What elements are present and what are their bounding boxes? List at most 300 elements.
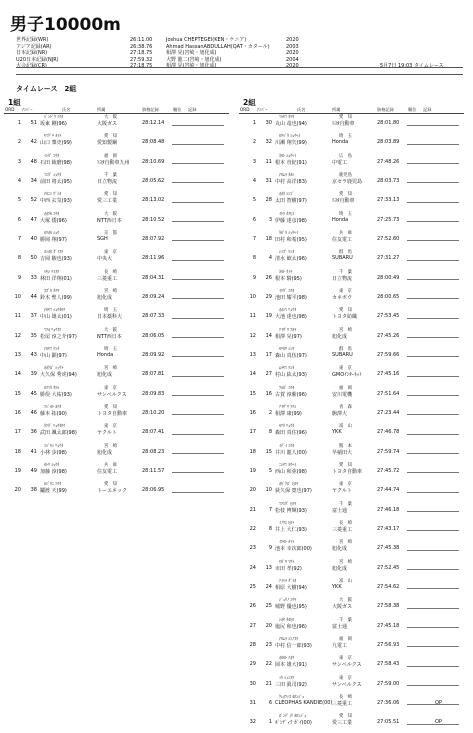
athlete-order: 16 [14,409,21,416]
record-label: 世界記録(WR) [16,37,49,43]
athlete-qualifying-mark: 27:52.45 [377,564,400,571]
athlete-kana: ｵｵｼﾏ ﾘｮｳﾀ [279,307,297,313]
athlete-qualifying-mark: 27:36.06 [377,699,400,706]
athlete-row [4,288,229,307]
athlete-name: 三田 眞司(92) [275,681,307,688]
athlete-kana: ｲﾄｳ ﾀﾂﾋｺ [279,210,295,216]
athlete-bib: 33 [30,274,37,281]
athlete-affiliation: 京セラ鹿児島 [332,178,363,185]
record-holder: 相澤 晃(宮崎・旭化成) [166,50,217,56]
result-blank-line [407,685,459,686]
athlete-qualifying-mark: 28:04.31 [142,274,165,281]
athlete-row [239,694,464,713]
athlete-order: 12 [249,332,256,339]
result-blank-line [172,395,224,396]
group-title: 2組 [243,98,256,107]
athlete-affiliation: ﾄﾖﾀ自動車 [332,198,355,205]
athlete-bib: 23 [265,641,272,648]
athlete-row [4,153,229,172]
athlete-affiliation: ヤクルト [97,430,117,437]
athlete-order: 30 [249,680,256,687]
header-pb: 資格記録 [142,107,159,112]
athlete-order: 21 [249,506,256,513]
athlete-bib: 14 [265,332,272,339]
athlete-qualifying-mark: 28:06.95 [142,487,165,494]
result-blank-line [407,395,459,396]
record-time: 27:59.32 [130,56,153,63]
athlete-name: 松枝 博輝(93) [275,507,307,514]
athlete-order: 6 [252,216,256,223]
result-blank-line [407,202,459,203]
athlete-name: 根本 直紀(91) [275,159,307,166]
athlete-prefecture: 千 葉 [104,172,117,178]
athlete-kana: ﾌｼﾞﾓﾄ ｶﾅﾀ [44,403,62,409]
record-holder: 大野 龍二(宮崎・旭化成) [166,56,222,63]
athlete-kana: ﾅｶﾑﾗ ｼﾝﾉｽｹ [279,635,299,641]
athlete-prefecture: 長 崎 [339,520,352,526]
athlete-order: 14 [249,371,256,378]
athlete-prefecture: 福 岡 [339,636,352,642]
record-label: 日本記録(NR) [16,50,48,56]
athlete-kana: ｵｵﾂｶ ﾕｳｷ [44,210,60,216]
athlete-prefecture: 広 島 [339,153,352,159]
athlete-affiliation: 住友電工 [97,468,118,475]
athlete-row [239,443,464,462]
athlete-kana: ﾅｶﾆｼ ｹﾞﾝｷ [44,191,62,197]
athlete-bib: 2 [268,409,272,416]
athlete-prefecture: 愛 知 [104,192,117,198]
athlete-qualifying-mark: 28:10.69 [142,158,165,165]
athlete-kana: ｶﾂﾏﾀ ﾀｹﾙ [44,384,60,390]
athlete-prefecture: 宮 崎 [104,443,117,449]
athlete-bib: 24 [265,583,272,590]
athlete-qualifying-mark: 27:53.45 [377,313,400,320]
result-blank-line [172,356,224,357]
athlete-prefecture: 宮 崎 [339,540,352,546]
athlete-row [239,172,464,191]
athlete-kana: ﾔｶﾞﾜ ﾏｻﾄ [279,558,295,564]
athlete-qualifying-mark: 28:11.57 [142,467,165,474]
result-blank-line [407,182,459,183]
athlete-order: 29 [249,661,256,668]
result-blank-line [407,298,459,299]
athlete-bib: 19 [265,313,272,320]
athlete-name: 池田 耀平(98) [275,294,307,301]
athlete-order: 11 [249,313,256,320]
athlete-qualifying-mark: 28:07.41 [142,429,165,436]
athlete-qualifying-mark: 27:23.44 [377,409,400,416]
group-2 [239,97,464,733]
athlete-name: 根本 騎(95) [275,275,302,282]
athlete-row [239,501,464,520]
athlete-row [4,385,229,404]
athlete-bib: 18 [265,235,272,242]
athlete-affiliation: YKK [332,429,342,436]
athlete-bib: 46 [30,409,37,416]
athlete-row [4,211,229,230]
athlete-row [239,597,464,616]
athlete-row [4,404,229,423]
athlete-name: 井上 大仁(93) [275,526,307,533]
record-year: 2003 [286,43,299,50]
athlete-name: 西山 和弥(98) [275,468,307,475]
athlete-prefecture: 宮 崎 [339,327,352,333]
athlete-kana: ﾀｶﾞﾀ ｼｭｳﾍｲ [279,229,299,235]
athlete-bib: 3 [268,216,272,223]
athlete-qualifying-mark: 28:00.65 [377,293,400,300]
athlete-qualifying-mark: 27:45.72 [377,467,400,474]
athlete-bib: 1 [268,719,272,726]
athlete-name: 藤本 拓(90) [40,410,67,417]
result-blank-line [407,221,459,222]
athlete-qualifying-mark: 28:05.62 [142,177,165,184]
record-holder: Joshua CHEPTEGEI(KEN・ケニア) [166,37,247,43]
athlete-prefecture: 愛 知 [104,134,117,140]
athlete-prefecture: 長 崎 [104,269,117,275]
athlete-row [239,191,464,210]
athlete-kana: ﾊﾞﾝﾄﾞｳ ﾕｳｷ [44,114,64,119]
athlete-prefecture: 東 京 [104,424,117,430]
records-divider [16,74,463,75]
athlete-bib: 32 [265,139,272,146]
athlete-affiliation: トヨタ自動車 [97,410,128,417]
athlete-name: 丸山 竜也(94) [275,121,307,127]
athlete-affiliation: トヨタ紡織 [332,314,358,321]
athlete-order: 9 [252,274,256,281]
athlete-bib: 52 [30,197,37,204]
result-blank-line [172,240,224,241]
athlete-name: 大池 達也(98) [275,314,307,321]
athlete-qualifying-mark: 27:43.17 [377,525,400,532]
result-blank-line [172,414,224,415]
athlete-row [239,249,464,268]
athlete-bib: 36 [30,429,37,436]
result-blank-line [172,279,224,280]
athlete-row [4,307,229,326]
athlete-order: 8 [252,255,256,262]
athlete-name: 中西 玄気(93) [40,198,72,205]
athlete-order: 27 [249,622,256,629]
athlete-qualifying-mark: 28:08.48 [142,139,165,146]
athlete-affiliation: NTT西日本 [97,333,122,340]
athlete-kana: ｶﾄｳ ｼｮｳﾀ [44,461,60,467]
athlete-affiliation: 三菱重工 [332,526,353,533]
header-rank: 順位 [173,107,182,112]
result-blank-line [407,472,459,473]
athlete-name: 川瀬 翔矢(99) [275,140,307,147]
athlete-order: 7 [252,235,256,242]
athlete-order: 1 [252,120,256,126]
athlete-prefecture: 富 山 [339,424,352,430]
athlete-row [4,462,229,481]
athlete-row [4,191,229,210]
athlete-name: 村山 紘太(93) [275,372,307,379]
athlete-affiliation: 旭化成 [97,449,113,456]
athlete-bib: 43 [30,351,37,358]
athlete-affiliation: SUBARU [332,351,353,358]
athlete-kana: ｸﾚｵﾌｧｽ ｶﾛﾝｼﾞｮ [279,693,305,699]
athlete-name: 山口 稟史(99) [40,140,72,147]
athlete-qualifying-mark: 27:52.60 [377,235,400,242]
athlete-kana: ｲｹﾀﾞ ﾕｳｷ [279,287,295,293]
athlete-prefecture: 愛 知 [339,714,352,720]
athlete-name: 勝岡 翔(97) [40,236,67,243]
athlete-kana: ｱｲﾊﾗ ﾀﾞｲｷ [279,577,297,583]
result-blank-line [407,376,459,377]
athlete-bib: 11 [265,158,272,165]
athlete-row [239,617,464,636]
athlete-bib: 30 [265,120,272,126]
athlete-affiliation: サンベルクス [97,391,127,398]
result-blank-line [172,472,224,473]
athlete-prefecture: 大 阪 [104,211,117,217]
athlete-kana: ﾅｶﾑﾗ ﾀｶｼ [279,171,295,177]
athlete-order: 19 [14,467,21,474]
athlete-order: 8 [17,255,21,262]
athlete-qualifying-mark: 27:56.93 [377,641,400,648]
athlete-row [239,230,464,249]
athlete-affiliation: 安川電機 [332,391,353,398]
result-blank-line [407,511,459,512]
athlete-qualifying-mark: 28:00.49 [377,274,400,281]
result-blank-line [407,414,459,415]
athlete-affiliation: SUBARU [332,255,353,262]
athlete-row [239,539,464,558]
athlete-affiliation: 大阪ガス [332,604,353,611]
athlete-kana: ﾏｴﾀﾞ ｼｮｳﾀ [44,171,62,177]
header-aff: 所属 [332,107,341,112]
athlete-kana: ﾏﾂｵ ﾘｮｳｽｹ [44,326,62,332]
athlete-order: 20 [14,487,21,494]
athlete-bib: 50 [30,255,37,262]
athlete-qualifying-mark: 27:46.18 [377,506,400,513]
athlete-kana: ｼﾐｽﾞ ｹﾝﾀ [279,249,295,255]
athlete-kana: ｲｹﾓﾄ ｶｲﾄ [279,539,295,545]
athlete-bib: 48 [30,158,37,165]
result-blank-line [172,298,224,299]
result-blank-line [407,492,459,493]
athlete-kana: ｱｲｻﾞﾜ ｱﾂｼ [279,403,297,409]
athlete-bib: 51 [30,120,37,126]
athlete-prefecture: 群 馬 [339,250,352,256]
athlete-affiliation: Honda [97,351,114,358]
athlete-kana: ｼﾞｮｳﾉ ﾕｳﾔ [279,597,297,603]
athlete-name: 林田 洋翔(01) [40,275,72,282]
result-blank-line [407,163,459,164]
athlete-row [239,153,464,172]
athlete-qualifying-mark: 27:59.74 [377,448,400,455]
result-blank-line [407,724,459,725]
athlete-name: 中村 高洋(83) [275,178,307,185]
athlete-bib: 21 [265,680,272,687]
athlete-affiliation: YKK [332,583,342,590]
athlete-qualifying-mark: 27:58.43 [377,661,400,668]
athlete-name: 塩尻 和也(96) [275,623,307,630]
athlete-kana: ﾔﾏｸﾞﾁ ｶｲﾄ [44,133,62,139]
result-blank-line [407,569,459,570]
athlete-bib: 26 [265,274,272,281]
athlete-row [4,327,229,346]
athlete-prefecture: 群 馬 [339,346,352,352]
result-blank-line [407,125,459,126]
athlete-qualifying-mark: 27:05.51 [377,719,400,726]
athlete-row [239,365,464,384]
athlete-name: 大久保 秀虎(94) [40,372,77,379]
record-year: 2020 [286,37,299,43]
athlete-order: 2 [252,139,256,146]
athlete-order: 3 [252,158,256,165]
athlete-name: 鈴木 聖人(99) [40,294,72,301]
athlete-affiliation: 中電工 [332,159,348,166]
record-time: 27:18.75 [130,50,153,56]
athlete-name: 吉岡 駿也(93) [40,256,72,263]
athlete-order: 4 [252,177,256,184]
athlete-order: 2 [17,139,21,146]
athlete-bib: 9 [268,545,272,552]
athlete-bib: 17 [265,351,272,358]
result-blank-line [172,202,224,203]
header-aff: 所属 [97,107,106,112]
athlete-prefecture: 長 崎 [339,694,352,700]
athlete-affiliation: NTT西日本 [97,217,122,224]
athlete-prefecture: 福 岡 [339,385,352,391]
athlete-prefecture: 愛 知 [104,404,117,410]
athlete-order: 22 [249,525,256,532]
athlete-bib: 13 [265,564,272,571]
athlete-kana: ｱｲｻﾞﾜ ｱｷﾗ [279,326,297,332]
athlete-affiliation: 愛知製鋼 [97,140,118,147]
athlete-name: 鬮渡 天(99) [40,488,67,495]
athlete-bib: 8 [268,429,272,436]
athlete-prefecture: 愛 知 [339,462,352,468]
header-bib: ﾅﾝﾊﾞｰ [22,107,33,112]
header-name: 氏名 [297,107,306,112]
athlete-bib: 5 [268,467,272,474]
athlete-name: 石田 綾磨(98) [40,159,72,166]
athlete-prefecture: 埼 玉 [104,346,117,352]
athlete-order: 25 [249,583,256,590]
athlete-name: 中山 顕(97) [40,352,67,359]
athlete-qualifying-mark: 28:07.81 [142,371,165,378]
athlete-affiliation: 旭化成 [332,565,348,572]
athlete-name: 清水 歓太(96) [275,256,307,263]
athlete-note: OP [435,699,442,706]
athlete-kana: ﾊﾔｼ ｹｲｽｹ [44,268,60,274]
athlete-prefecture: 愛 知 [339,115,352,120]
athlete-order: 11 [14,313,21,320]
athlete-name: ﾎﾞﾝﾃﾞｨｸ ｶﾞｲ(00) [275,720,312,727]
athlete-affiliation: 三菱重工 [332,700,353,707]
athlete-affiliation: 旭化成 [97,372,113,379]
athlete-affiliation: 旭化成 [97,294,113,301]
record-time: 26:11.00 [130,37,153,43]
header-ord: ORD [240,107,250,112]
athlete-qualifying-mark: 28:01.80 [377,120,400,126]
record-extra: 5月7日 19:03 タイムレース [380,63,444,69]
athlete-prefecture: 青 森 [339,404,352,410]
athlete-prefecture: 愛 知 [339,192,352,198]
athlete-prefecture: 宮 崎 [104,366,117,372]
athlete-qualifying-mark: 27:45.16 [377,371,400,378]
athlete-order: 17 [249,429,256,436]
athlete-qualifying-mark: 28:09.92 [142,351,165,358]
athlete-kana: ﾀｹﾀﾞ ﾘｮｳﾀﾛｳ [44,423,66,429]
athlete-row [239,114,464,133]
athlete-note: OP [435,719,442,726]
athlete-name: 相澤 康(99) [275,410,302,417]
group-1 [4,97,229,501]
athlete-name: 池本 幸次郎(00) [275,546,312,553]
table-header [4,107,229,114]
athlete-affiliation: 日本薬科大 [97,314,123,321]
result-blank-line [407,588,459,589]
athlete-prefecture: 宮 崎 [104,288,117,294]
result-blank-line [407,337,459,338]
athlete-qualifying-mark: 27:45.18 [377,622,400,629]
athlete-name: 小林 歩(98) [40,449,67,456]
athlete-row [4,172,229,191]
athlete-row [4,269,229,288]
athlete-name: 古賀 淳紫(96) [275,391,307,398]
athlete-affiliation: ヤクルト [332,488,352,495]
athlete-bib: 25 [265,603,272,610]
header-pb: 資格記録 [377,107,394,112]
athlete-order: 23 [249,545,256,552]
athlete-name: 荻久保 寛也(97) [275,488,312,495]
athlete-affiliation: 旭化成 [332,546,348,553]
athlete-name: 井川 龍人(00) [275,449,307,456]
athlete-order: 18 [249,448,256,455]
athlete-bib: 44 [30,293,37,300]
athlete-qualifying-mark: 28:07.92 [142,235,165,242]
athlete-kana: ﾎﾞﾝﾃﾞｨｸ ｶﾛﾝｼﾞｮ [279,713,307,719]
athlete-bib: 4 [268,255,272,262]
header-rec: 記録 [188,107,197,112]
athlete-name: 伊藤 達彦(98) [275,217,307,224]
athlete-affiliation: 旭化成 [332,333,348,340]
athlete-affiliation: サンベルクス [332,662,362,669]
athlete-qualifying-mark: 27:54.62 [377,583,400,590]
athlete-order: 13 [14,351,21,358]
athlete-kana: ﾈﾓﾄ ｼｮｳﾍｲ [279,152,297,158]
result-blank-line [172,221,224,222]
athlete-name: 相原 大樹(94) [275,584,307,591]
athlete-row [239,713,464,732]
result-blank-line [407,144,459,145]
result-blank-line [172,260,224,261]
athlete-affiliation: 日立物流 [332,275,353,282]
athlete-affiliation: 大阪ガス [97,121,118,127]
athlete-row [239,327,464,346]
result-blank-line [407,434,459,435]
result-blank-line [407,240,459,241]
athlete-kana: ｲﾃﾞｲ ﾕｳｷ [279,442,295,448]
athlete-row [239,211,464,230]
athlete-bib: 15 [265,448,272,455]
athlete-row [4,365,229,384]
athlete-kana: ﾑﾗﾔﾏ ｹﾝﾀ [279,365,295,371]
athlete-row [239,655,464,674]
athlete-row [239,578,464,597]
athlete-qualifying-mark: 28:03.73 [377,177,400,184]
athlete-affiliation: 中央大 [97,256,113,263]
athlete-affiliation: GMOｲﾝﾀｰﾈｯﾄ [332,372,362,379]
athlete-order: 1 [17,120,21,126]
record-holder: Ahmad HassanABDULLAH(QAT・カタール) [166,43,270,50]
athlete-row [239,404,464,423]
athlete-affiliation: トヨタ自動車 [332,468,363,475]
athlete-qualifying-mark: 27:46.78 [377,429,400,436]
